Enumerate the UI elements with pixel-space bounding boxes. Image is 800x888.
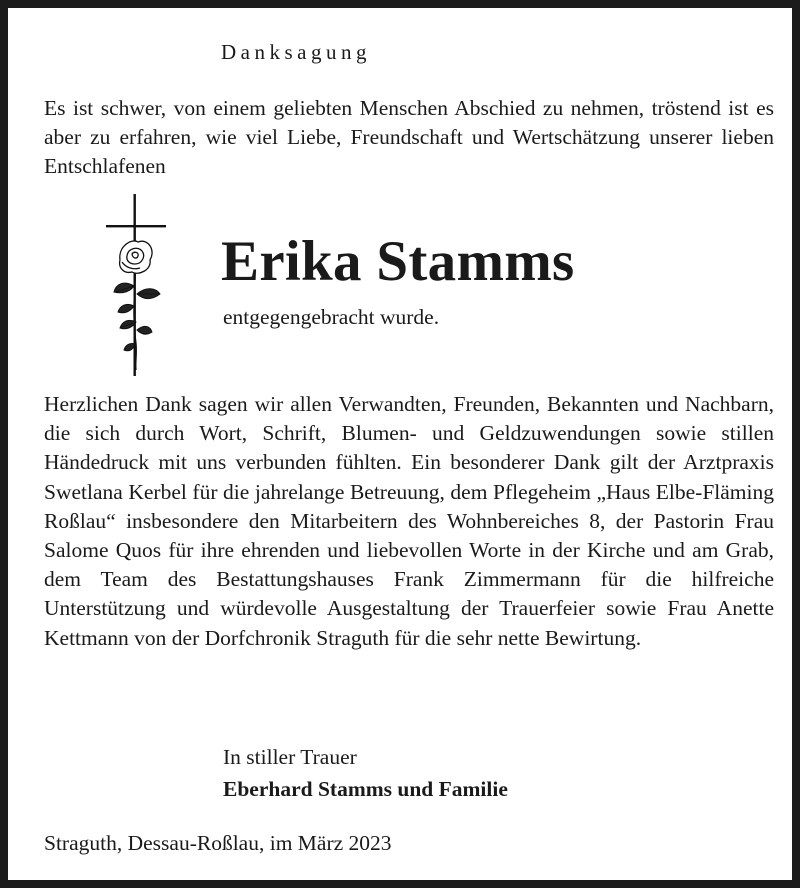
signature-block — [223, 741, 508, 805]
place-date: Straguth, Dessau-Roßlau, im März 2023 — [44, 831, 392, 855]
deceased-name: Erika Stamms — [221, 230, 575, 293]
cross-with-rose-icon — [104, 194, 170, 380]
mourning-phrase: In stiller Trauer — [223, 745, 357, 769]
mourners-name: Eberhard Stamms und Familie — [223, 777, 508, 801]
thanks-paragraph: Herzlichen Dank sagen wir allen Verwandten, Freunden, Bekannten und Nachbarn, die sich durch Wort, Schrift, Blumen- und Geldzuwendungen sowie stillen Händedruck mit uns verbunden fühlten. Ein besonderer Dank gilt der Arztpraxis Swetlana Kerbel für die jahrelange Betreuung, dem Pflegeheim „Haus Elbe-Fläming Roßlau“ insbesondere den Mitarbeitern des Wohnbereiches 8, der Pastorin Frau Salome Quos für ihre ehrenden und liebevollen Worte in der Kirche und am Grab, dem Team des Bestattungshauses Frank Zimmermann für die hilfreiche Unterstützung und würdevolle Ausgestaltung der Trauerfeier sowie Frau Anette Kettmann von der Dorfchronik Straguth für die sehr nette Bewirtung. — [44, 392, 774, 650]
intro-paragraph: Es ist schwer, von einem geliebten Menschen Abschied zu nehmen, tröstend ist es aber zu erfahren, wie viel Liebe, Freundschaft und Wertschätzung unserer lieben Entschlafenen — [44, 96, 774, 179]
after-name-text: entgegengebracht wurde. — [223, 305, 440, 329]
notice-heading: Danksagung — [221, 40, 371, 64]
